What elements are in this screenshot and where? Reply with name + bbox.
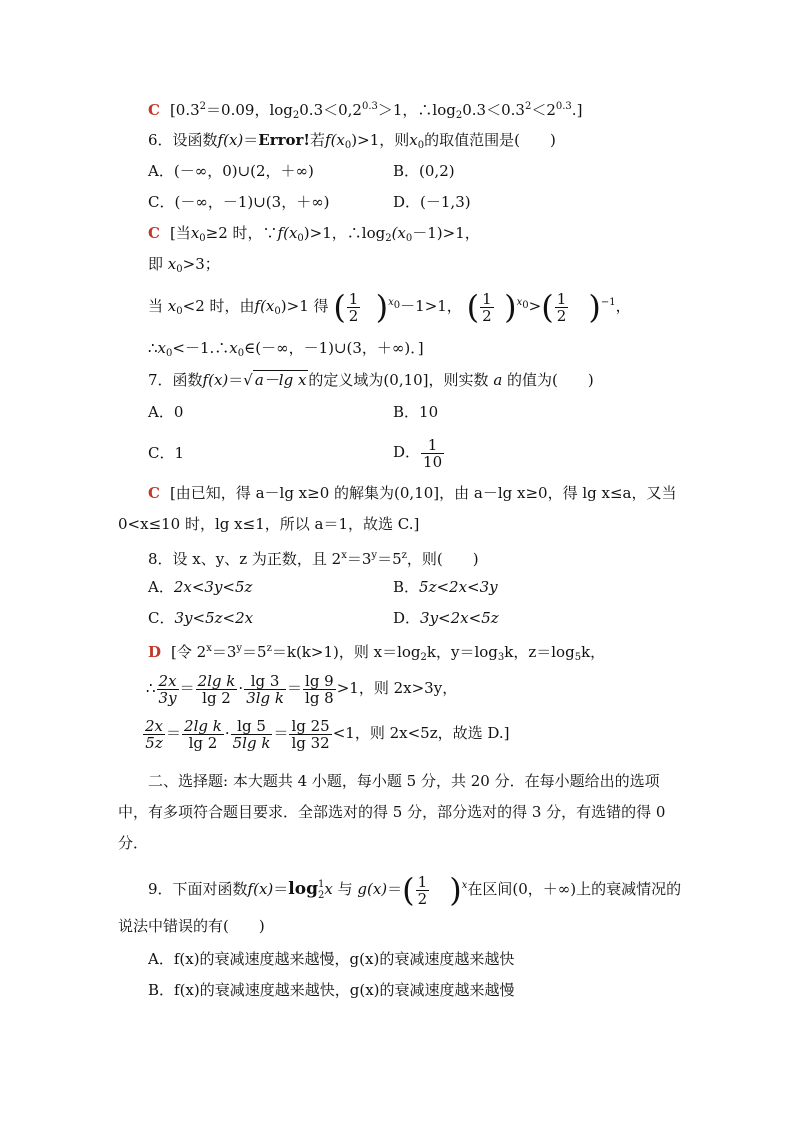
- q6-option-d: [393, 192, 471, 212]
- text: ·: [238, 679, 244, 697]
- denominator: lg 32: [291, 733, 330, 752]
- option-a-text: (－∞，0)∪(2，＋∞): [173, 162, 314, 180]
- denominator: 10: [423, 452, 443, 471]
- q8-solution-line-2: [146, 670, 457, 706]
- subscript: 0: [176, 264, 183, 275]
- numerator: lg 25: [291, 716, 330, 735]
- option-label: A．: [148, 403, 174, 421]
- text: [由已知，得 a－lg x≥0 的解集为(0,10]，由 a－lg x≥0，得 lg x≤a，又当: [169, 484, 677, 502]
- option-label: B．: [148, 981, 175, 999]
- section2-line-2: [118, 802, 665, 822]
- q8-option-c: [148, 608, 253, 628]
- text: ＝: [179, 679, 195, 697]
- denominator: 2: [417, 889, 428, 908]
- option-label: B．: [393, 578, 420, 596]
- text: ＝: [228, 371, 244, 389]
- fraction: [231, 718, 273, 751]
- option-label: B．: [393, 162, 420, 180]
- subscript: 3: [497, 652, 505, 663]
- q8-option-a: [148, 577, 252, 597]
- text: k，: [581, 643, 606, 661]
- math: x: [409, 131, 418, 149]
- superscript: y: [371, 550, 378, 561]
- text: ·: [224, 724, 230, 742]
- text: <2 时，由: [182, 297, 255, 315]
- numerator: lg 5: [231, 718, 273, 735]
- answer-letter: C: [148, 484, 160, 502]
- superscript: −1: [600, 297, 616, 308]
- fraction: [244, 673, 286, 706]
- math: f(x: [325, 131, 345, 149]
- subscript: 2: [420, 652, 427, 663]
- text: 的值为( ): [507, 371, 594, 389]
- math: x: [516, 297, 523, 308]
- option-label: C．: [148, 609, 175, 627]
- option-label: B．: [393, 403, 420, 421]
- text: >3；: [182, 255, 220, 273]
- math: x: [157, 339, 167, 357]
- fraction-half: [347, 291, 361, 324]
- math: x: [324, 880, 333, 898]
- q7-solution-line-1: [148, 483, 676, 503]
- option-a-text: 0: [173, 403, 184, 421]
- text: 的定义域为(0,10]，则实数: [308, 371, 489, 389]
- option-d-fraction: [421, 437, 444, 470]
- q6-option-c: [148, 192, 330, 212]
- q6-solution-line-4: [148, 338, 424, 364]
- math: f(x: [254, 297, 275, 315]
- denominator: 5lg k: [232, 733, 271, 752]
- math: x: [190, 224, 200, 242]
- fraction: [157, 673, 179, 706]
- text: ＝: [243, 131, 259, 149]
- text: 2: [317, 890, 325, 901]
- error-text: Error!: [258, 131, 311, 149]
- subscript: 2: [292, 110, 300, 121]
- fraction: [143, 718, 165, 751]
- q7-stem: 7．函数f(x)＝√ a－lg x 的定义域为(0,10]，则实数 a 的值为( ): [148, 371, 594, 389]
- superscript: x: [341, 550, 347, 561]
- text: 7．函数: [148, 371, 203, 389]
- subscript: 0: [405, 233, 413, 244]
- text: －1)>1，: [412, 224, 480, 242]
- denominator: 3y: [158, 688, 177, 707]
- text: ): [280, 297, 287, 315]
- text: >1，则 2x>3y，: [336, 679, 458, 697]
- option-label: A．: [148, 950, 174, 968]
- text: ＝0.09，log: [206, 101, 293, 119]
- text: [0.3: [169, 101, 200, 119]
- option-b-text: f(x)的衰减速度越来越快，g(x)的衰减速度越来越慢: [174, 981, 515, 999]
- math: g(x): [357, 880, 388, 898]
- text: log: [288, 879, 318, 899]
- text: ): [303, 224, 310, 242]
- text: 8．设 x、y、z 为正数，且 2: [148, 550, 342, 568]
- text: k，y＝log: [426, 643, 498, 661]
- text: 6．设函数: [148, 131, 218, 149]
- subscript: 2: [455, 110, 463, 121]
- text: 分．: [118, 834, 149, 852]
- option-label: D．: [393, 443, 421, 461]
- superscript: 2: [199, 101, 207, 112]
- subscript: 5: [574, 652, 582, 663]
- text: 0.3＜0,2: [299, 101, 362, 119]
- text: ≥2 时，∵: [205, 224, 278, 242]
- subscript: 0: [166, 348, 173, 359]
- q7-option-b: [393, 402, 438, 422]
- denominator: 2: [348, 306, 359, 325]
- text: ＝: [287, 679, 303, 697]
- denominator: 5z: [145, 733, 163, 752]
- fraction-half: [416, 874, 430, 907]
- text: [当: [169, 224, 191, 242]
- paren: ): [449, 871, 462, 909]
- fraction: [303, 673, 336, 706]
- option-b-text: 5z<2x<3y: [419, 578, 498, 596]
- numerator: lg 9: [305, 671, 334, 690]
- text: .]: [571, 101, 583, 119]
- paren: (: [333, 288, 346, 326]
- text: 9．下面对函数: [148, 880, 248, 898]
- denominator: 3lg k: [246, 688, 284, 707]
- q6-stem: [148, 130, 556, 156]
- text: ＝: [166, 724, 182, 742]
- numerator: 1: [348, 289, 359, 308]
- option-label: C．: [148, 193, 175, 211]
- fraction: [289, 718, 331, 751]
- math: (x: [391, 224, 406, 242]
- option-c-text: (－∞，－1)∪(3，＋∞): [174, 193, 330, 211]
- option-label: D．: [393, 193, 421, 211]
- subscript: 0: [199, 233, 206, 244]
- option-label: A．: [148, 162, 174, 180]
- option-c-text: 1: [174, 444, 185, 462]
- answer-letter: D: [148, 643, 162, 661]
- text: ＝: [387, 880, 403, 898]
- q5-answer-line: [148, 97, 582, 126]
- numerator: 2x: [145, 716, 164, 735]
- text: 1: [317, 879, 325, 890]
- numerator: 2lg k: [197, 671, 236, 690]
- q8-option-d: [393, 608, 499, 628]
- text: ): [351, 131, 358, 149]
- math: f(x): [247, 880, 274, 898]
- math: x: [229, 339, 238, 357]
- text: ＝3: [211, 643, 237, 661]
- answer-letter: C: [148, 224, 160, 242]
- denominator: lg 2: [188, 733, 218, 752]
- superscript: 0.3: [555, 101, 572, 112]
- text: ∈(－∞，－1)∪(3，＋∞)．]: [244, 339, 424, 357]
- option-label: D．: [393, 609, 421, 627]
- numerator: 1: [417, 872, 428, 891]
- text: <1，则 2x<5z，故选 D.]: [332, 724, 510, 742]
- option-d-text: 3y<2x<5z: [420, 609, 499, 627]
- numerator: 1: [556, 289, 567, 308]
- text: k，z＝log: [504, 643, 575, 661]
- denominator: 2: [556, 306, 567, 325]
- superscript: z: [266, 643, 272, 654]
- option-c-text: 3y<5z<2x: [174, 609, 254, 627]
- text: ＝: [273, 724, 289, 742]
- q8-stem: [148, 546, 479, 569]
- q8-solution-line-1: [148, 639, 605, 668]
- option-b-text: (0,2): [419, 162, 455, 180]
- fraction: [182, 718, 224, 751]
- subscript: 0: [237, 348, 245, 359]
- option-b-text: 10: [419, 403, 439, 421]
- section2-line-3: [118, 833, 148, 853]
- superscript: z: [401, 550, 407, 561]
- subscript: 0: [176, 306, 183, 317]
- q6-solution-line-1: [148, 223, 480, 249]
- text: 中，有多项符合题目要求．全部选对的得 5 分，部分选对的得 3 分，有选错的得 0: [118, 803, 666, 821]
- fraction: [196, 673, 238, 706]
- text: －1>1，: [400, 297, 462, 315]
- paren: (: [402, 871, 415, 909]
- paren: (: [466, 288, 480, 326]
- q8-solution-line-3: [142, 715, 510, 751]
- paren: ): [375, 288, 389, 326]
- answer-letter: C: [148, 101, 160, 119]
- paren: (: [541, 288, 554, 326]
- text: ∴: [148, 339, 158, 357]
- text: >1 得: [286, 297, 329, 315]
- denominator: 2: [482, 306, 492, 325]
- numerator: 1: [482, 289, 492, 308]
- q6-solution-line-2: [148, 254, 220, 280]
- text: 当: [148, 297, 164, 315]
- option-d-text: (－1,3): [420, 193, 471, 211]
- q8-option-b: [393, 577, 498, 597]
- math: f(x): [217, 131, 244, 149]
- text: 0.3＜0.3: [462, 101, 525, 119]
- text: [令 2: [171, 643, 207, 661]
- text: ＝5: [377, 550, 402, 568]
- subscript: 0: [417, 140, 425, 151]
- q7-option-c: [148, 443, 184, 463]
- q9-stem: [148, 868, 681, 907]
- superscript: 0.3: [361, 101, 378, 112]
- option-label: C．: [148, 444, 175, 462]
- subscript: 0: [297, 233, 304, 244]
- radicand: a－lg x: [254, 371, 307, 389]
- subscript: 0: [522, 300, 529, 311]
- paren: ): [588, 288, 601, 326]
- text: ，则( ): [406, 550, 479, 568]
- math: x: [167, 255, 177, 273]
- math: x: [167, 297, 177, 315]
- fraction-half: [555, 291, 569, 324]
- text: ＝3: [346, 550, 372, 568]
- text: <－1.∴: [172, 339, 230, 357]
- text: >1，则: [357, 131, 410, 149]
- text: 即: [148, 255, 164, 273]
- text: 0<x≤10 时，lg x≤1，所以 a＝1，故选 C.]: [118, 515, 420, 533]
- section2-line-1: [148, 771, 660, 791]
- text: 二、选择题: 本大题共 4 小题，每小题 5 分，共 20 分．在每小题给出的选项: [148, 772, 660, 790]
- text: 若: [310, 131, 326, 149]
- math: a: [493, 371, 503, 389]
- option-label: A．: [148, 578, 174, 596]
- text: ＜2: [531, 101, 556, 119]
- paren: ): [504, 288, 517, 326]
- q7-option-a: [148, 402, 183, 422]
- subscript: 0: [274, 306, 281, 317]
- text: 在区间(0，＋∞)上的衰减情况的: [467, 880, 682, 898]
- q9-option-a: [148, 949, 514, 969]
- text: ，: [615, 297, 631, 315]
- numerator: 1: [421, 437, 444, 454]
- q7-option-d: [393, 433, 445, 471]
- numerator: 2lg k: [184, 716, 222, 735]
- q9-option-b: [148, 980, 515, 1000]
- math: f(x: [277, 224, 298, 242]
- numerator: 2x: [158, 671, 177, 690]
- numerator: lg 3: [244, 673, 286, 690]
- denominator: lg 8: [305, 688, 334, 707]
- text: ＞1，∴log: [377, 101, 456, 119]
- superscript: y: [236, 643, 243, 654]
- text: ＝: [273, 880, 289, 898]
- text: ＝k(k>1)，则 x＝log: [271, 643, 421, 661]
- text: >: [528, 297, 542, 315]
- text: ∴: [146, 679, 156, 697]
- option-a-text: f(x)的衰减速度越来越慢，g(x)的衰减速度越来越快: [173, 950, 515, 968]
- fraction-half: [480, 291, 494, 324]
- q9-stem-line-2: [118, 916, 265, 936]
- math: x: [461, 880, 468, 891]
- text: 与: [337, 880, 353, 898]
- text: 说法中错误的有( ): [118, 917, 265, 935]
- math: f(x): [202, 371, 229, 389]
- text: ＝5: [242, 643, 267, 661]
- subscript: 0: [393, 300, 401, 311]
- q6-solution-line-3: [148, 285, 631, 330]
- subscript: 2: [385, 233, 392, 244]
- q6-option-b: [393, 161, 455, 181]
- superscript: 2: [524, 101, 532, 112]
- superscript: x: [206, 643, 212, 654]
- q6-options-ab: [148, 161, 314, 181]
- text: >1，∴log: [309, 224, 386, 242]
- subscript: 0: [344, 140, 352, 151]
- option-a-text: 2x<3y<5z: [173, 578, 253, 596]
- math: x: [388, 297, 394, 308]
- q7-solution-line-2: [118, 514, 419, 534]
- denominator: lg 2: [202, 688, 231, 707]
- text: 的取值范围是( ): [424, 131, 556, 149]
